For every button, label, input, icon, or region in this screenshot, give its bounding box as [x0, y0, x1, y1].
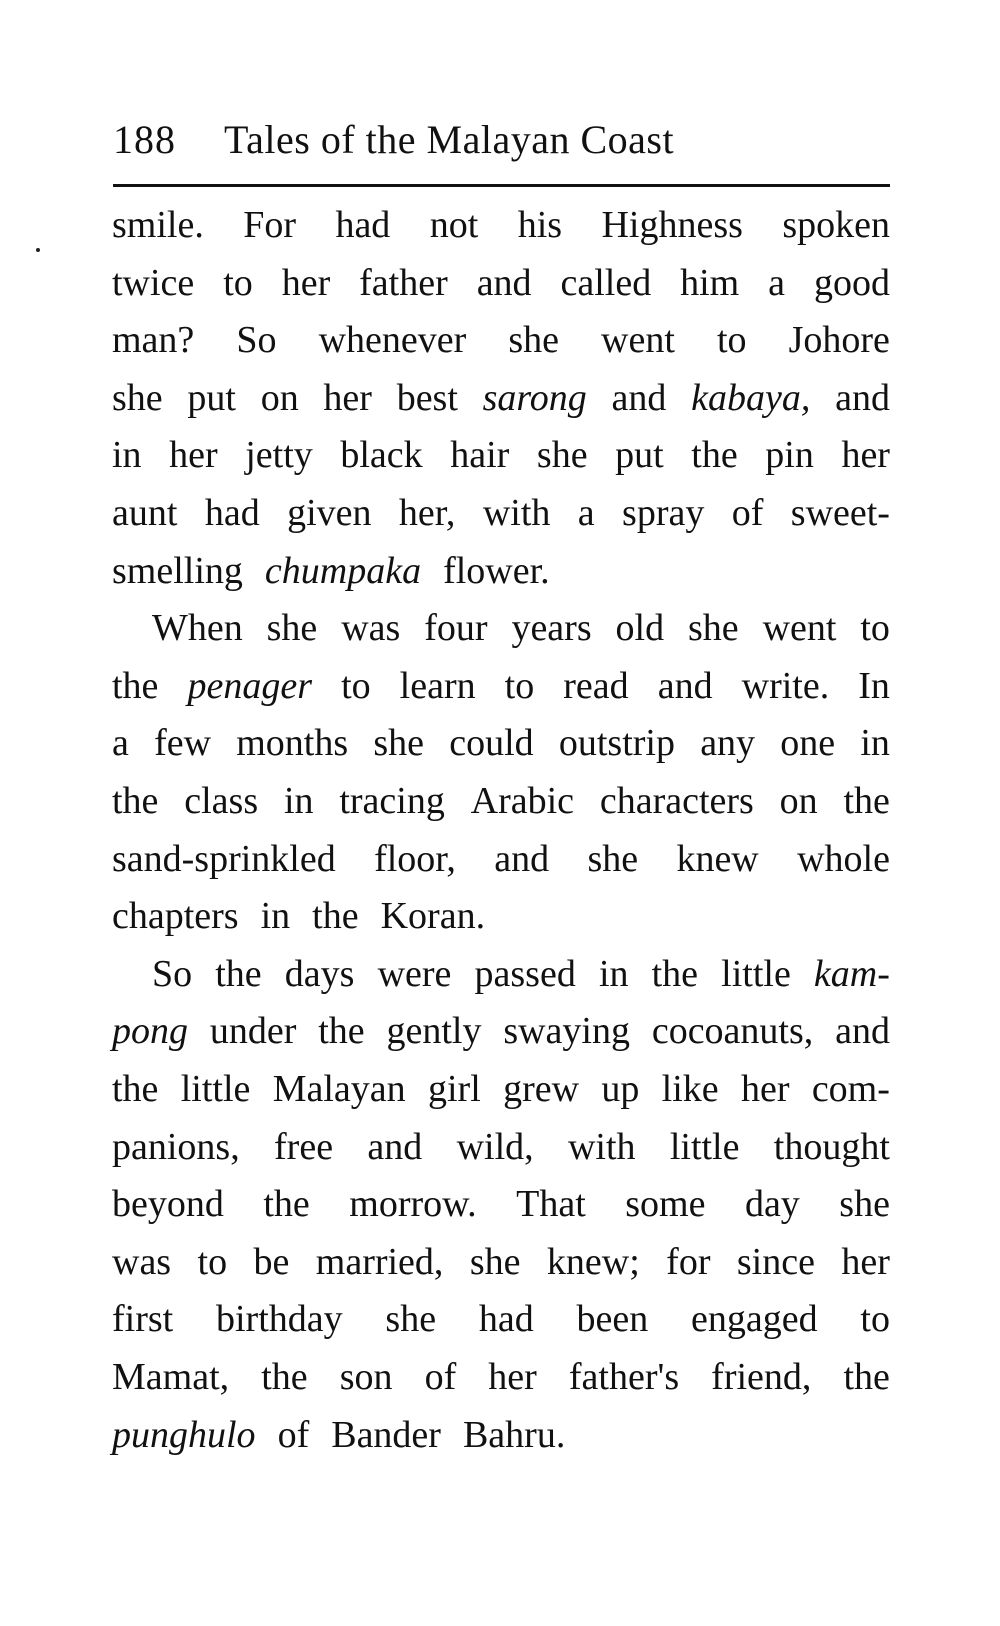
word: In [858, 664, 890, 707]
word: went [601, 319, 675, 362]
word: and [657, 664, 713, 707]
word: given [287, 492, 372, 534]
word: few [154, 722, 212, 765]
word: and [367, 1125, 423, 1168]
word: whole [797, 837, 890, 880]
word: her [841, 434, 890, 477]
word: birthday [216, 1298, 343, 1341]
word: pin [765, 434, 814, 477]
word: the [843, 1356, 890, 1398]
word: outstrip [558, 722, 675, 765]
word: been [576, 1298, 649, 1341]
italic-word: penager [187, 664, 313, 707]
word: up [601, 1068, 640, 1110]
word: write. [741, 664, 830, 707]
text-line [112, 254, 890, 312]
word: she [688, 607, 739, 650]
word: in [598, 952, 629, 995]
word: Malayan [272, 1068, 406, 1110]
word: learn [399, 664, 476, 707]
word: her, [398, 492, 456, 534]
word: him [680, 261, 740, 304]
text-line [112, 1348, 890, 1406]
text-line [112, 196, 890, 254]
word: on [260, 376, 299, 419]
word: friend, [711, 1356, 812, 1398]
text-line [112, 369, 890, 427]
word: good [813, 261, 890, 304]
italic-word: chumpaka [264, 549, 422, 592]
text-line [112, 714, 890, 772]
word: to [197, 1240, 228, 1283]
text-line [152, 599, 890, 657]
word: twice [112, 261, 195, 304]
word: to [223, 261, 253, 304]
word: best [396, 376, 458, 419]
word: jetty [245, 434, 313, 477]
word: the [263, 1183, 310, 1226]
word: her [323, 376, 372, 419]
word: the [112, 780, 159, 822]
word: sand-sprinkled [112, 837, 336, 880]
word: spoken [782, 204, 890, 246]
italic-word: kam- [813, 952, 890, 995]
page-number: 188 [113, 117, 176, 162]
text-line [112, 1002, 890, 1060]
word: So [152, 952, 193, 995]
word: the [318, 1010, 365, 1053]
word: and [611, 376, 667, 419]
word: and [494, 837, 550, 880]
italic-word: pong [112, 1010, 188, 1053]
word: and [476, 261, 532, 304]
word: the [691, 434, 738, 477]
word: sweet- [790, 492, 890, 534]
word: Highness [601, 204, 743, 246]
word: the [112, 664, 159, 707]
word: not [429, 204, 479, 246]
word: to [504, 664, 535, 707]
italic-word: sarong [482, 376, 587, 419]
word: the [112, 1068, 159, 1110]
word: she [839, 1183, 890, 1226]
text-line [152, 945, 890, 1003]
text-line [112, 542, 890, 600]
text-line [112, 772, 890, 830]
word: be [253, 1240, 290, 1283]
text-line [112, 1290, 890, 1348]
word: the [215, 952, 262, 995]
word: and [835, 376, 890, 419]
word: smelling [112, 549, 243, 592]
word: morrow. [349, 1183, 477, 1226]
word: flower. [443, 549, 550, 592]
word: her [281, 261, 331, 304]
word: tracing [339, 780, 445, 822]
word: of [424, 1356, 457, 1398]
word: she [385, 1298, 437, 1341]
word: son [339, 1356, 393, 1398]
word: beyond [112, 1183, 224, 1226]
word: like [661, 1068, 719, 1110]
word: her [841, 1240, 890, 1283]
word: black [340, 434, 423, 477]
text-line [112, 1175, 890, 1233]
word: Mamat, [112, 1356, 230, 1398]
word: Bahru. [462, 1413, 566, 1456]
word: of [277, 1413, 310, 1456]
word: Bander [331, 1413, 441, 1456]
word: man? [112, 319, 195, 362]
word: the [843, 780, 890, 822]
word: on [779, 780, 818, 822]
word: put [615, 434, 664, 477]
word: and [835, 1010, 890, 1053]
text-line [112, 887, 890, 945]
italic-word: punghulo [112, 1413, 256, 1456]
italic-word: kabaya, [691, 376, 811, 419]
word: chapters [112, 895, 239, 938]
word: to [860, 607, 890, 650]
word: the [312, 895, 359, 938]
word: characters [599, 780, 754, 822]
text-line [112, 1406, 890, 1464]
word: thought [773, 1125, 890, 1168]
word: passed [474, 952, 576, 995]
word: under [209, 1010, 297, 1053]
word: swaying [503, 1010, 630, 1053]
header-rule [113, 184, 890, 187]
word: father's [568, 1356, 680, 1398]
word: days [284, 952, 355, 995]
word: spray [622, 492, 705, 534]
text-line [112, 657, 890, 715]
word: Koran. [380, 895, 486, 938]
text-line [112, 830, 890, 888]
word: she [266, 607, 318, 650]
word: the [261, 1356, 308, 1398]
word: class [184, 780, 259, 822]
word: little [669, 1125, 740, 1168]
text-line [112, 426, 890, 484]
word: for [666, 1240, 711, 1283]
word: a [112, 722, 129, 765]
word: When [152, 607, 243, 650]
word: smile. [112, 204, 204, 246]
word: com- [811, 1068, 890, 1110]
word: she [508, 319, 559, 362]
word: any [700, 722, 756, 765]
word: knew [676, 837, 759, 880]
word: four [424, 607, 488, 650]
word: of [731, 492, 764, 534]
text-line [112, 484, 890, 542]
word: engaged [691, 1298, 818, 1341]
word: in [283, 780, 314, 822]
word: floor, [374, 837, 456, 880]
word: aunt [112, 492, 178, 534]
word: was [341, 607, 401, 650]
word: grew [503, 1068, 580, 1110]
page-header [113, 112, 893, 168]
word: was [112, 1240, 172, 1283]
word: in [112, 434, 142, 477]
word: in [260, 895, 291, 938]
word: she [587, 837, 639, 880]
word: little [721, 952, 791, 995]
word: day [744, 1183, 800, 1226]
word: in [860, 722, 890, 765]
word: went [762, 607, 837, 650]
word: read [563, 664, 629, 707]
ink-speck [36, 248, 40, 252]
word: to [860, 1298, 890, 1341]
word: For [243, 204, 297, 246]
word: with [567, 1125, 636, 1168]
word: So [236, 319, 277, 362]
word: she [536, 434, 588, 477]
word: little [180, 1068, 251, 1110]
word: hair [450, 434, 510, 477]
word: Johore [788, 319, 890, 362]
word: old [615, 607, 665, 650]
word: put [187, 376, 236, 419]
word: wild, [456, 1125, 534, 1168]
word: years [511, 607, 592, 650]
text-line [112, 1233, 890, 1291]
word: her [169, 434, 218, 477]
word: knew; [546, 1240, 640, 1283]
word: first [112, 1298, 174, 1341]
word: That [516, 1183, 586, 1226]
word: married, [315, 1240, 444, 1283]
word: her [488, 1356, 537, 1398]
word: had [335, 204, 391, 246]
word: a [768, 261, 786, 304]
word: had [204, 492, 260, 534]
word: could [449, 722, 534, 765]
word: Arabic [470, 780, 575, 822]
word: months [236, 722, 349, 765]
word: had [478, 1298, 534, 1341]
word: cocoanuts, [651, 1010, 814, 1053]
word: were [377, 952, 452, 995]
word: with [482, 492, 551, 534]
word: whenever [318, 319, 467, 362]
word: girl [427, 1068, 481, 1110]
word: to [716, 319, 747, 362]
word: his [517, 204, 563, 246]
word: one [780, 722, 836, 765]
running-title: Tales of the Malayan Coast [224, 117, 675, 162]
word: a [577, 492, 595, 534]
word: she [373, 722, 425, 765]
word: her [740, 1068, 790, 1110]
text-line [112, 311, 890, 369]
word: to [341, 664, 371, 707]
word: since [736, 1240, 815, 1283]
word: panions, [112, 1125, 240, 1168]
word: the [651, 952, 699, 995]
word: she [469, 1240, 521, 1283]
word: some [625, 1183, 706, 1226]
word: father [359, 261, 448, 304]
text-line [112, 1118, 890, 1176]
word: gently [386, 1010, 482, 1053]
text-line [112, 1060, 890, 1118]
word: called [560, 261, 652, 304]
word: free [274, 1125, 334, 1168]
word: she [112, 376, 163, 419]
